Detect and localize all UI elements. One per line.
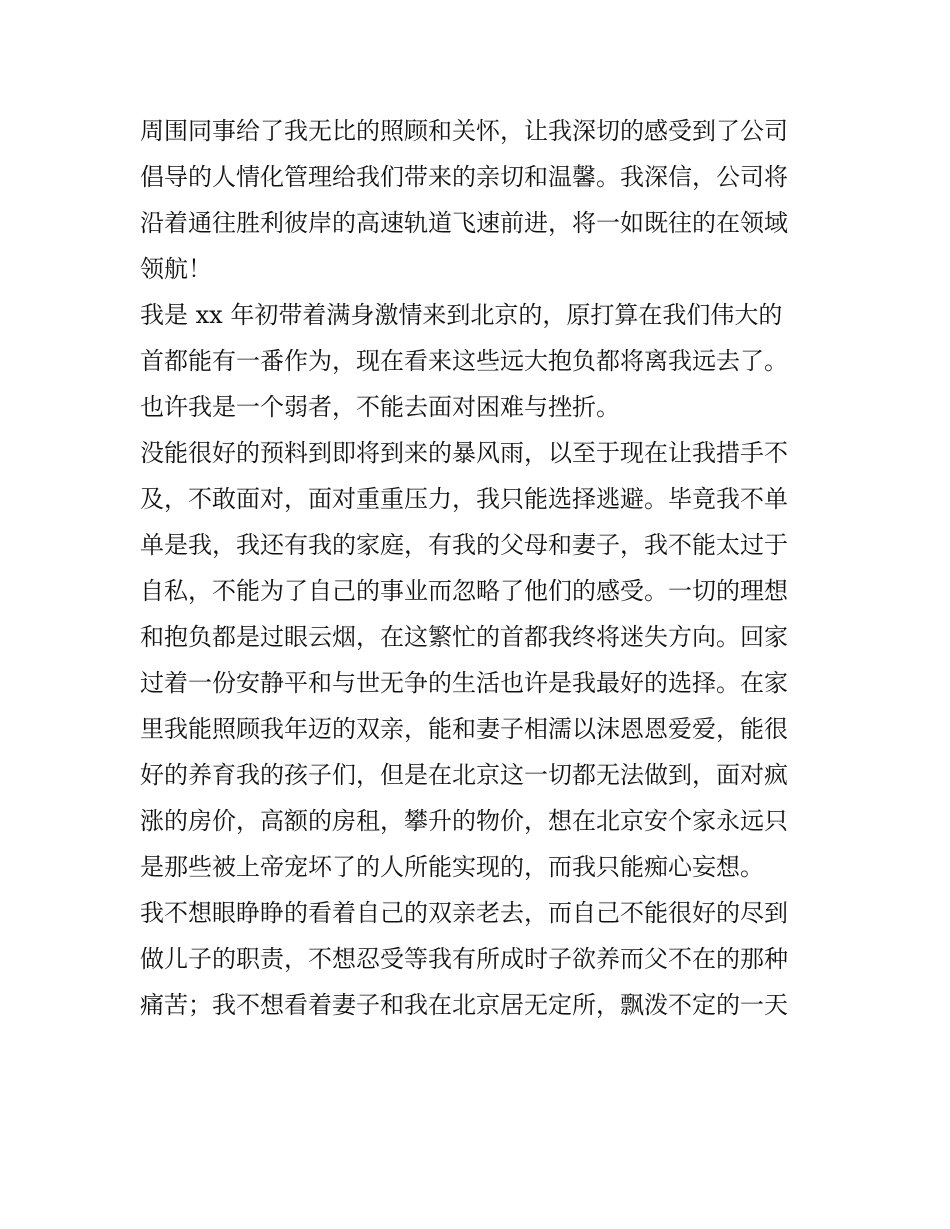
text-line: 过着一份安静平和与世无争的生活也许是我最好的选择。在家 [140, 669, 788, 697]
text-line: 好的养育我的孩子们，但是在北京这一切都无法做到，面对疯 [140, 761, 788, 789]
text-line: 单是我，我还有我的家庭，有我的父母和妻子，我不能太过于 [140, 531, 788, 559]
text-line: 我不想眼睁睁的看着自己的双亲老去，而自己不能很好的尽到 [140, 899, 788, 927]
text-line: 没能很好的预料到即将到来的暴风雨，以至于现在让我措手不 [140, 439, 788, 467]
text-line: 做儿子的职责，不想忍受等我有所成时子欲养而父不在的那种 [140, 945, 788, 973]
text-line: 自私，不能为了自己的事业而忽略了他们的感受。一切的理想 [140, 577, 788, 605]
text-line: 和抱负都是过眼云烟，在这繁忙的首都我终将迷失方向。回家 [140, 623, 788, 651]
text-line: 沿着通往胜利彼岸的高速轨道飞速前进，将一如既往的在领域 [140, 209, 788, 237]
text-line: 及，不敢面对，面对重重压力，我只能选择逃避。毕竟我不单 [140, 485, 788, 513]
document-body [140, 108, 820, 1028]
text-line: 我是 xx 年初带着满身激情来到北京的，原打算在我们伟大的 [140, 301, 783, 329]
text-line: 领航！ [140, 255, 212, 283]
text-line: 也许我是一个弱者，不能去面对困难与挫折。 [140, 393, 620, 421]
text-line: 周围同事给了我无比的照顾和关怀，让我深切的感受到了公司 [140, 117, 788, 145]
text-line: 里我能照顾我年迈的双亲，能和妻子相濡以沫恩恩爱爱，能很 [140, 715, 788, 743]
text-line: 涨的房价，高额的房租，攀升的物价，想在北京安个家永远只 [140, 807, 788, 835]
text-line: 首都能有一番作为，现在看来这些远大抱负都将离我远去了。 [140, 347, 788, 375]
text-line: 是那些被上帝宠坏了的人所能实现的，而我只能痴心妄想。 [140, 853, 764, 881]
text-line: 痛苦；我不想看着妻子和我在北京居无定所，飘泼不定的一天 [140, 991, 788, 1019]
text-line: 倡导的人情化管理给我们带来的亲切和温馨。我深信，公司将 [140, 163, 788, 191]
